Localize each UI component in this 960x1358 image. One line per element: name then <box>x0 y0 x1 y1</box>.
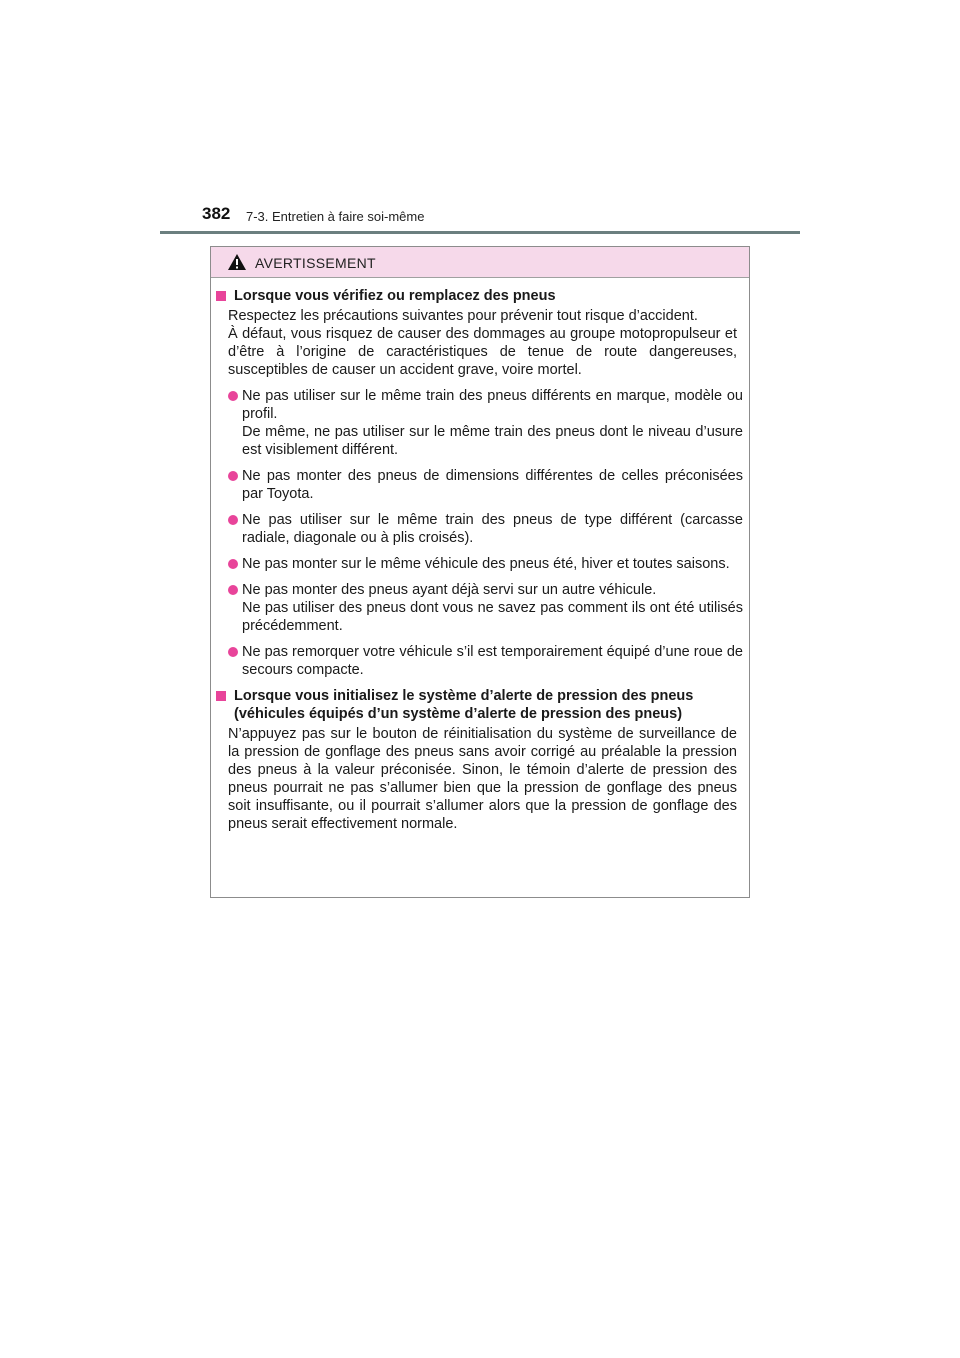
round-bullet-icon <box>228 471 238 481</box>
round-bullet-icon <box>228 647 238 657</box>
list-item: Ne pas remorquer votre véhicule s’il est temporairement équipé d’une roue de secours compacte. <box>216 643 743 679</box>
warning-triangle-icon <box>227 253 247 271</box>
list-item: Ne pas utiliser sur le même train des pneus de type différent (carcasse radiale, diagonale ou à plis croisés). <box>216 511 743 547</box>
square-bullet-icon <box>216 291 226 301</box>
section-title: 7-3. Entretien à faire soi-même <box>246 209 425 224</box>
warning-box <box>210 246 750 898</box>
list-item: Ne pas utiliser sur le même train des pneus différents en marque, modèle ou profil. De même, ne pas utiliser sur le même train des pneus dont le niveau d’usure est visiblement différent. <box>216 387 743 459</box>
warning-title: AVERTISSEMENT <box>255 255 376 271</box>
warning-header <box>211 247 749 278</box>
round-bullet-icon <box>228 391 238 401</box>
warning-body <box>211 278 749 833</box>
page-number: 382 <box>202 204 231 223</box>
list-item: Ne pas monter des pneus de dimensions différentes de celles préconisées par Toyota. <box>216 467 743 503</box>
paragraph: N’appuyez pas sur le bouton de réinitialisation du système de surveillance de la pression de gonflage des pneus sans avoir corrigé au préalable la pression des pneus à la valeur préconisée. Sinon, le témoin d’alerte de pression des pneus pourrait ne pas s’allumer bien que la pression de gonflage des pneus soit insuffisante, ou il pourrait s’allumer alors que la pression de gonflage des pneus serait effectivement normale. <box>228 726 737 832</box>
round-bullet-icon <box>228 585 238 595</box>
round-bullet-icon <box>228 515 238 525</box>
section-heading: Lorsque vous vérifiez ou remplacez des pneus <box>216 287 743 305</box>
section-heading: Lorsque vous initialisez le système d’alerte de pression des pneus (véhicules équipés d’un système d’alerte de pression des pneus) <box>216 687 743 723</box>
square-bullet-icon <box>216 691 226 701</box>
paragraph: Respectez les précautions suivantes pour prévenir tout risque d’accident. À défaut, vous risquez de causer des dommages au groupe motopropulseur et d’être à l’origine de caractéristiques de tenue de route dangereuses, susceptibles de causer un accident grave, voire mortel. <box>228 308 737 378</box>
list-item: Ne pas monter sur le même véhicule des pneus été, hiver et toutes saisons. <box>216 555 743 573</box>
header-rule <box>160 231 800 234</box>
round-bullet-icon <box>228 559 238 569</box>
list-item: Ne pas monter des pneus ayant déjà servi sur un autre véhicule. Ne pas utiliser des pneus dont vous ne savez pas comment ils ont été utilisés précédemment. <box>216 581 743 635</box>
